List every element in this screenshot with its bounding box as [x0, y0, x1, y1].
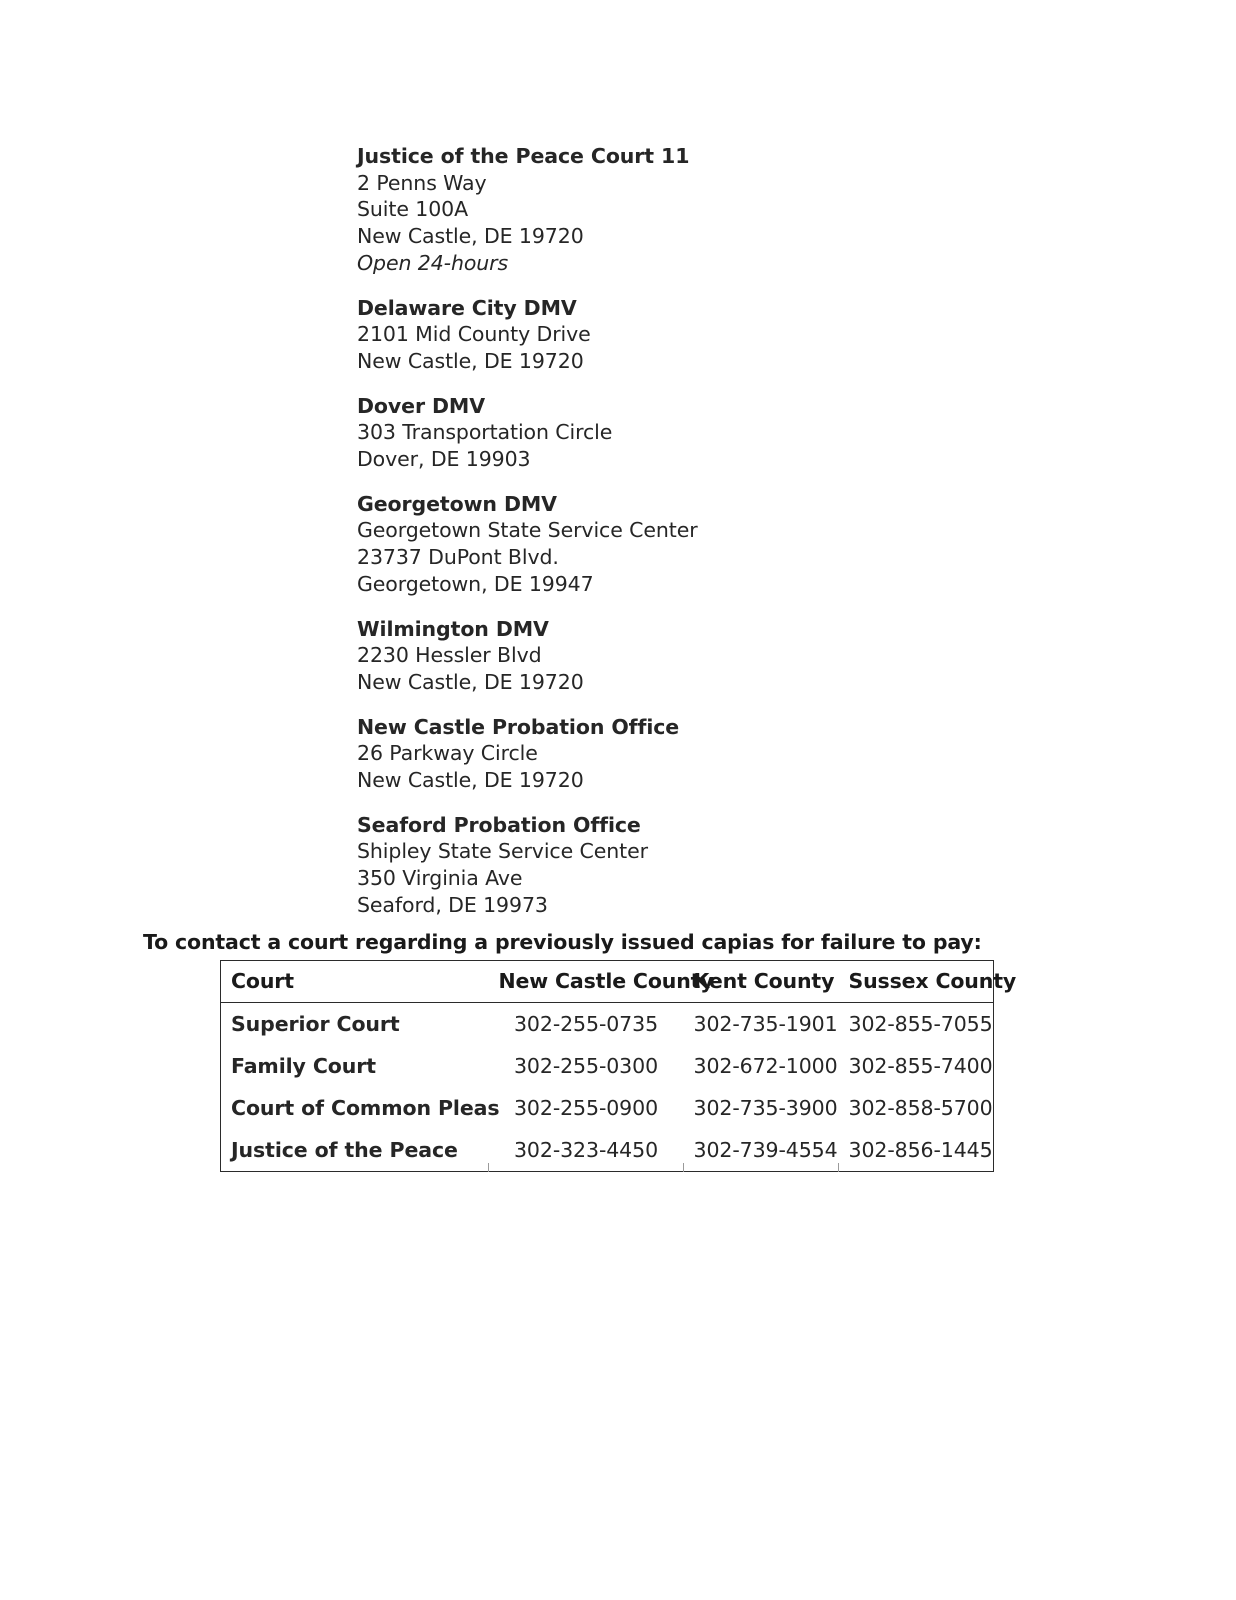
location-address-line: 2101 Mid County Drive [357, 322, 591, 347]
column-header-new-castle-county: New Castle County [489, 961, 684, 1003]
location-name: Wilmington DMV [357, 616, 549, 641]
location-block [357, 491, 997, 598]
cell-phone-number: 302-735-1901 [693, 1012, 838, 1036]
cell-phone-number: 302-856-1445 [848, 1138, 993, 1162]
table-row [221, 1087, 994, 1129]
cell-phone-number: 302-255-0900 [513, 1096, 659, 1120]
cell-phone-number: 302-255-0300 [513, 1054, 659, 1078]
location-block [357, 812, 997, 919]
cell-phone-number: 302-323-4450 [513, 1138, 659, 1162]
location-name: New Castle Probation Office [357, 714, 680, 739]
location-name: Seaford Probation Office [357, 812, 641, 837]
cell-phone-number: 302-855-7400 [848, 1054, 993, 1078]
cell-phone-number: 302-739-4554 [693, 1138, 838, 1162]
locations-list [357, 143, 997, 919]
cell-phone-number: 302-255-0735 [513, 1012, 659, 1036]
table-intro-text: To contact a court regarding a previously issued capias for failure to pay: [143, 929, 982, 954]
location-block [357, 616, 997, 696]
location-block [357, 143, 997, 277]
location-address-line: New Castle, DE 19720 [357, 224, 584, 249]
location-address-line: 303 Transportation Circle [357, 420, 613, 445]
cell-phone-number: 302-858-5700 [848, 1096, 993, 1120]
location-address-line: New Castle, DE 19720 [357, 768, 584, 793]
column-header-court: Court [221, 961, 489, 1003]
table-header [221, 961, 1017, 1003]
court-contact-table-wrapper [220, 960, 1017, 1172]
location-name: Justice of the Peace Court 11 [357, 144, 690, 168]
location-address-line: Seaford, DE 19973 [357, 892, 548, 917]
location-address-line: Suite 100A [357, 197, 469, 222]
location-name: Delaware City DMV [357, 295, 577, 320]
location-name: Dover DMV [357, 393, 485, 418]
location-address-line: Georgetown, DE 19947 [357, 571, 594, 596]
location-block [357, 295, 997, 375]
cell-phone-number: 302-672-1000 [693, 1054, 838, 1078]
location-address-line: 2 Penns Way [357, 170, 487, 195]
location-address-line: New Castle, DE 19720 [357, 669, 584, 694]
location-name: Georgetown DMV [357, 491, 557, 516]
table-row [221, 1045, 994, 1087]
column-header-kent-county: Kent County [684, 961, 839, 1003]
cell-court-name: Family Court [231, 1054, 376, 1078]
location-address-line: 2230 Hessler Blvd [357, 643, 542, 668]
cell-phone-number: 302-735-3900 [693, 1096, 838, 1120]
location-address-line: 350 Virginia Ave [357, 866, 523, 891]
location-address-line: 26 Parkway Circle [357, 741, 538, 766]
table-row [221, 1129, 994, 1172]
cell-court-name: Justice of the Peace [231, 1138, 458, 1162]
court-contact-table [220, 960, 1017, 1172]
location-address-line: 23737 DuPont Blvd. [357, 545, 559, 570]
table-body [221, 1003, 994, 1172]
location-block [357, 393, 997, 473]
table-header-row [221, 961, 994, 1003]
table-row [221, 1003, 994, 1046]
location-address-line: Georgetown State Service Center [357, 518, 698, 543]
cell-court-name: Court of Common Pleas [231, 1096, 500, 1120]
cell-court-name: Superior Court [231, 1012, 400, 1036]
location-address-line: New Castle, DE 19720 [357, 348, 584, 373]
location-note: Open 24-hours [357, 250, 509, 275]
location-address-line: Shipley State Service Center [357, 839, 648, 864]
cell-phone-number: 302-855-7055 [848, 1012, 993, 1036]
location-address-line: Dover, DE 19903 [357, 447, 531, 472]
location-block [357, 714, 997, 794]
column-header-sussex-county: Sussex County [839, 961, 994, 1003]
